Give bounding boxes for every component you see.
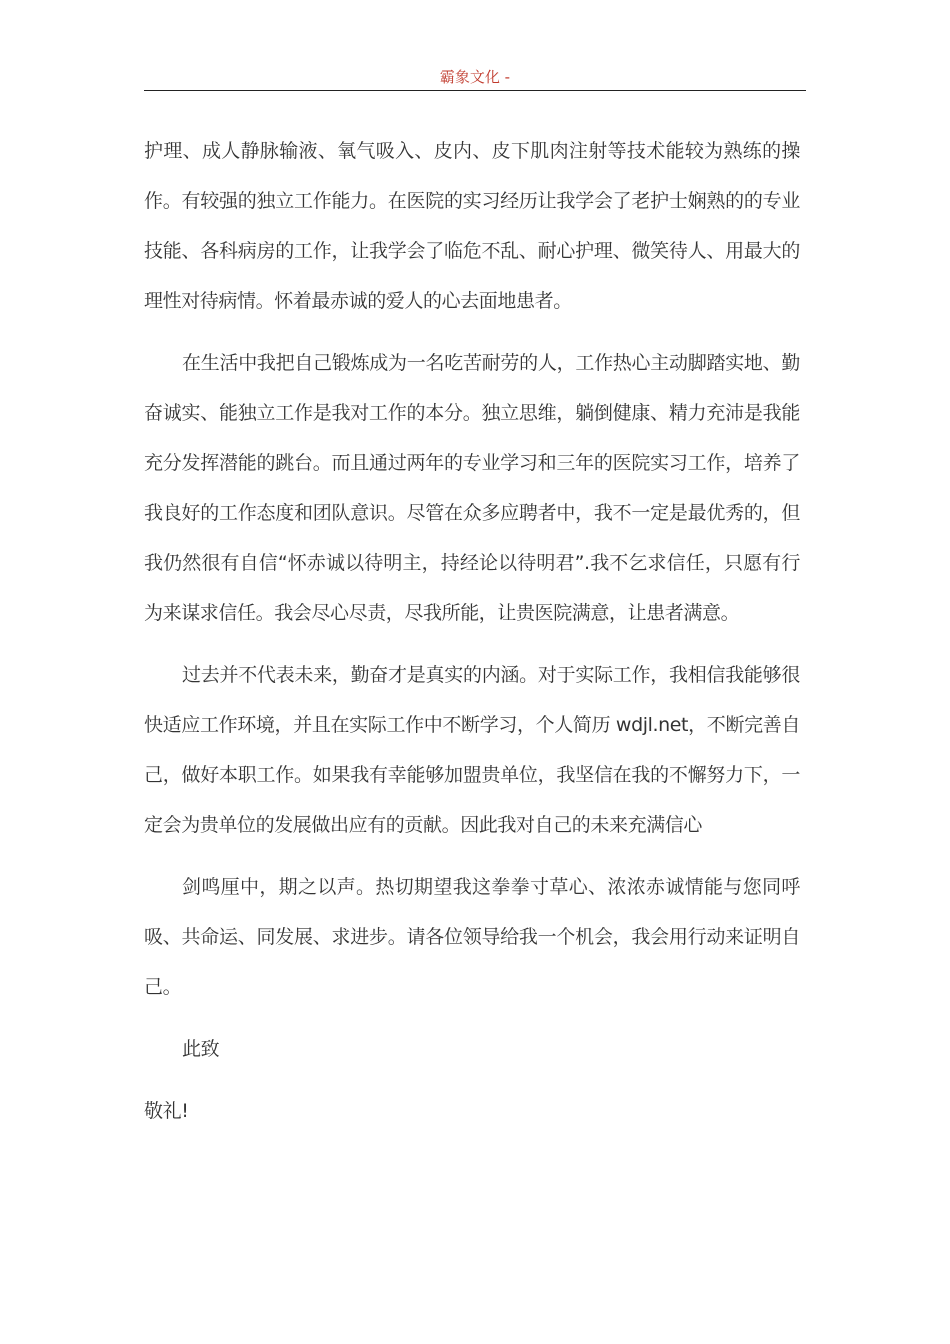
paragraph-future: 过去并不代表未来，勤奋才是真实的内涵。对于实际工作，我相信我能够很快适应工作环境，并且在实际工作中不断学习，个人简历 wdjl.net，不断完善自己，做好本职工作。如果我有幸能够加盟贵单位，我坚信在我的不懈努力下，一定会为贵单位的发展做出应有的贡献。因此我对自己的未来充满信心 bbox=[144, 664, 800, 836]
closing-salutation: 此致 bbox=[182, 1038, 220, 1060]
header-title: 霸象文化 - bbox=[439, 68, 511, 86]
paragraph-closing-wish: 剑鸣厘中，期之以声。热切期望我这拳拳寸草心、浓浓赤诚情能与您同呼吸、共命运、同发展、求进步。请各位领导给我一个机会，我会用行动来证明自己。 bbox=[144, 876, 800, 998]
closing-regards: 敬礼! bbox=[144, 1100, 189, 1122]
page-header bbox=[144, 66, 806, 91]
letter-body bbox=[144, 126, 800, 1136]
paragraph-skills: 护理、成人静脉输液、氧气吸入、皮内、皮下肌肉注射等技术能较为熟练的操作。有较强的独立工作能力。在医院的实习经历让我学会了老护士娴熟的的专业技能、各科病房的工作，让我学会了临危不乱、耐心护理、微笑待人、用最大的理性对待病情。怀着最赤诚的爱人的心去面地患者。 bbox=[144, 140, 800, 312]
paragraph-character: 在生活中我把自己锻炼成为一名吃苦耐劳的人，工作热心主动脚踏实地、勤奋诚实、能独立工作是我对工作的本分。独立思维，躺倒健康、精力充沛是我能充分发挥潜能的跳台。而且通过两年的专业学习和三年的医院实习工作，培养了我良好的工作态度和团队意识。尽管在众多应聘者中，我不一定是最优秀的，但我仍然很有自信“怀赤诚以待明主，持经论以待明君”.我不乞求信任，只愿有行为来谋求信任。我会尽心尽责，尽我所能，让贵医院满意，让患者满意。 bbox=[144, 352, 800, 624]
